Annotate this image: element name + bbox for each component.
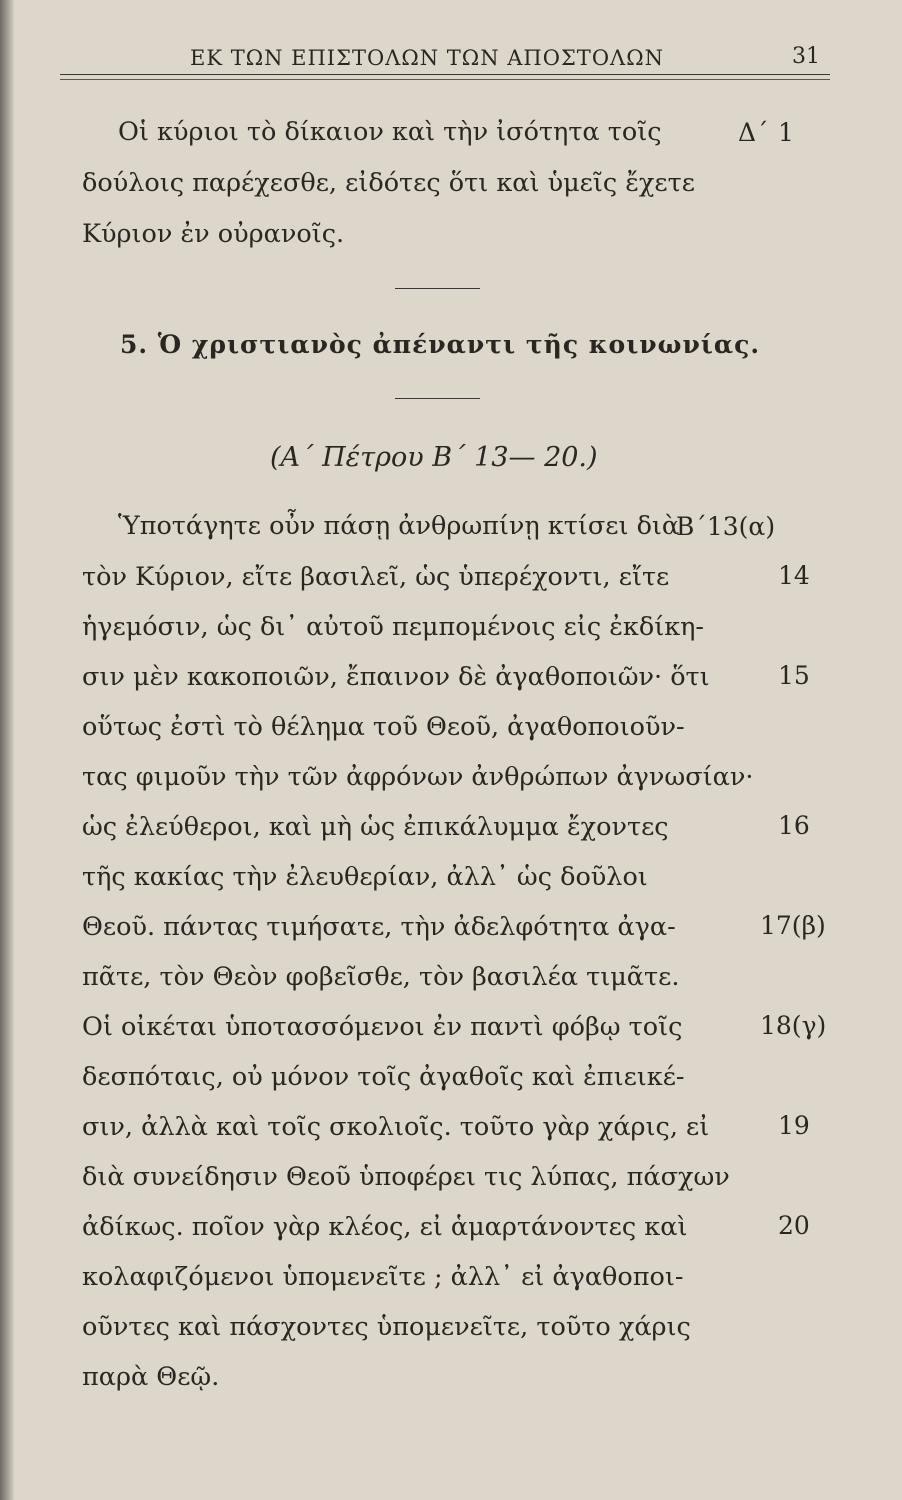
page-number: 31	[792, 44, 820, 69]
text-line: ἀδίκως. ποῖον γὰρ κλέος, εἰ ἁμαρτάνοντες καὶ	[82, 1212, 688, 1242]
text-line: ἡγεμόσιν, ὡς δι᾿ αὐτοῦ πεμπομένοις εἰς ἐκδίκη-	[82, 612, 705, 642]
text-line: τας φιμοῦν τὴν τῶν ἀφρόνων ἀνθρώπων ἀγνωσίαν·	[82, 762, 754, 792]
text-line: Κύριον ἐν οὐρανοῖς.	[82, 219, 345, 249]
text-line: κολαφιζόμενοι ὑπομενεῖτε ; ἀλλ᾿ εἰ ἀγαθοποι-	[82, 1262, 684, 1292]
text-line: τὸν Κύριον, εἴτε βασιλεῖ, ὡς ὑπερέχοντι, εἴτε	[82, 562, 670, 592]
section-heading: 5. Ὁ χριστιανὸς ἀπέναντι τῆς κοινωνίας.	[120, 330, 761, 359]
verse-number: 20	[778, 1211, 810, 1240]
verse-number: 15	[778, 661, 810, 690]
text-line: παρὰ Θεῷ.	[82, 1362, 220, 1392]
text-line: δεσπόταις, οὐ μόνον τοῖς ἀγαθοῖς καὶ ἐπιεικέ-	[82, 1062, 685, 1092]
text-line: Οἱ οἰκέται ὑποτασσόμενοι ἐν παντὶ φόβῳ τοῖς	[82, 1012, 683, 1042]
chapter-reference-mark: Δ´	[738, 118, 769, 147]
verse-number: 14	[778, 561, 810, 590]
verse-number: 19	[778, 1111, 810, 1140]
header-rule-thin	[60, 79, 830, 80]
text-line: ὡς ἐλεύθεροι, καὶ μὴ ὡς ἐπικάλυμμα ἔχοντες	[82, 812, 669, 842]
text-line: οῦντες καὶ πάσχοντες ὑπομενεῖτε, τοῦτο χάρις	[82, 1312, 691, 1342]
page-header	[60, 40, 830, 86]
text-line: τῆς κακίας τὴν ἐλευθερίαν, ἀλλ᾿ ὡς δοῦλοι	[82, 862, 648, 892]
text-line: Ὑποτάγητε οὖν πάσῃ ἀνθρωπίνῃ κτίσει διὰ	[118, 511, 680, 541]
text-line: πᾶτε, τὸν Θεὸν φοβεῖσθε, τὸν βασιλέα τιμᾶτε.	[82, 962, 680, 992]
verse-number: 16	[778, 811, 810, 840]
section-divider	[395, 398, 480, 399]
section-divider	[395, 288, 480, 289]
header-rule	[60, 74, 830, 75]
text-line: οὕτως ἐστὶ τὸ θέλημα τοῦ Θεοῦ, ἀγαθοποιοῦν-	[82, 712, 685, 742]
verse-number: 1	[778, 118, 794, 147]
running-title: ΕΚ ΤΩΝ ΕΠΙΣΤΟΛΩΝ ΤΩΝ ΑΠΟΣΤΟΛΩΝ	[190, 46, 664, 70]
text-line: Οἱ κύριοι τὸ δίκαιον καὶ τὴν ἰσότητα τοῖς	[118, 117, 662, 147]
text-line: διὰ συνείδησιν Θεοῦ ὑποφέρει τις λύπας, πάσχων	[82, 1162, 730, 1192]
verse-number: 18(γ)	[760, 1011, 827, 1040]
scripture-reference: (Α´ Πέτρου Β´ 13— 20.)	[270, 442, 598, 473]
verse-number: 17(β)	[760, 911, 826, 940]
text-line: δούλοις παρέχεσθε, εἰδότες ὅτι καὶ ὑμεῖς ἔχετε	[82, 168, 695, 198]
text-line: σιν, ἀλλὰ καὶ τοῖς σκολιοῖς. τοῦτο γὰρ χάρις, εἰ	[82, 1112, 710, 1142]
verse-number: Β´13(α)	[676, 512, 776, 541]
text-line: σιν μὲν κακοποιῶν, ἔπαινον δὲ ἀγαθοποιῶν· ὅτι	[82, 662, 710, 692]
text-line: Θεοῦ. πάντας τιμήσατε, τὴν ἀδελφότητα ἀγα-	[82, 912, 676, 942]
book-binding-edge	[0, 0, 14, 1500]
